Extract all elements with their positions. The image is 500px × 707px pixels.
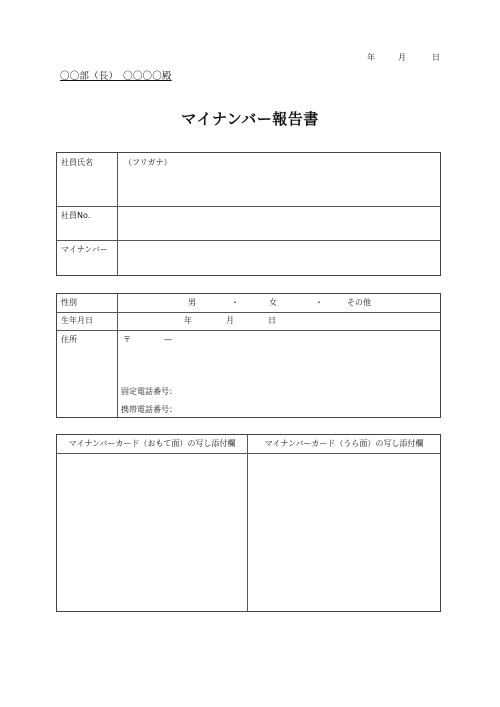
gender-option-female[interactable]: 女 [269, 298, 277, 307]
furigana-label: （フリガナ） [124, 158, 172, 167]
birth-day-unit: 日 [268, 316, 276, 325]
row-divider [57, 312, 440, 313]
gender-label: 性別 [61, 298, 77, 307]
mobile-label: 携帯電話番号： [121, 405, 177, 414]
card-front-label: マイナンバーカード（おもて面）の写し添付欄 [68, 439, 236, 448]
personal-info-table [56, 293, 441, 418]
date-day: 日 [432, 53, 440, 62]
postal-dash: — [164, 335, 172, 344]
card-front-attach-area[interactable] [58, 455, 246, 611]
gender-option-other[interactable]: その他 [347, 298, 371, 307]
birth-month-unit: 月 [226, 316, 234, 325]
gender-separator: ・ [315, 298, 323, 307]
birth-year-unit: 年 [184, 316, 192, 325]
employee-name-label: 社員氏名 [61, 158, 93, 167]
employee-id-field[interactable] [118, 207, 440, 239]
mynumber-field[interactable] [118, 241, 440, 275]
row-divider [57, 330, 440, 331]
page-title: マイナンバー報告書 [181, 110, 319, 128]
gender-option-male[interactable]: 男 [188, 298, 196, 307]
employee-name-field[interactable] [118, 169, 440, 205]
employee-info-table [56, 152, 441, 276]
addressee: 〇〇部（長） 〇〇〇〇殿 [60, 71, 172, 82]
card-header-divider [57, 453, 440, 454]
employee-id-label: 社員No. [61, 211, 91, 220]
birthdate-label: 生年月日 [61, 316, 93, 325]
postal-mark: 〒 [123, 335, 131, 344]
date-year: 年 [367, 53, 375, 62]
mynumber-label: マイナンバー [61, 245, 108, 254]
card-copy-table [56, 434, 441, 612]
card-table-divider [247, 435, 248, 611]
address-label: 住所 [61, 335, 77, 344]
address-field[interactable] [118, 348, 440, 384]
date-line [360, 52, 450, 64]
card-back-label: マイナンバーカード（うら面）の写し添付欄 [264, 439, 424, 448]
gender-separator: ・ [231, 298, 239, 307]
card-back-attach-area[interactable] [249, 455, 440, 611]
date-month: 月 [398, 53, 406, 62]
landline-label: 固定電話番号： [121, 387, 177, 396]
